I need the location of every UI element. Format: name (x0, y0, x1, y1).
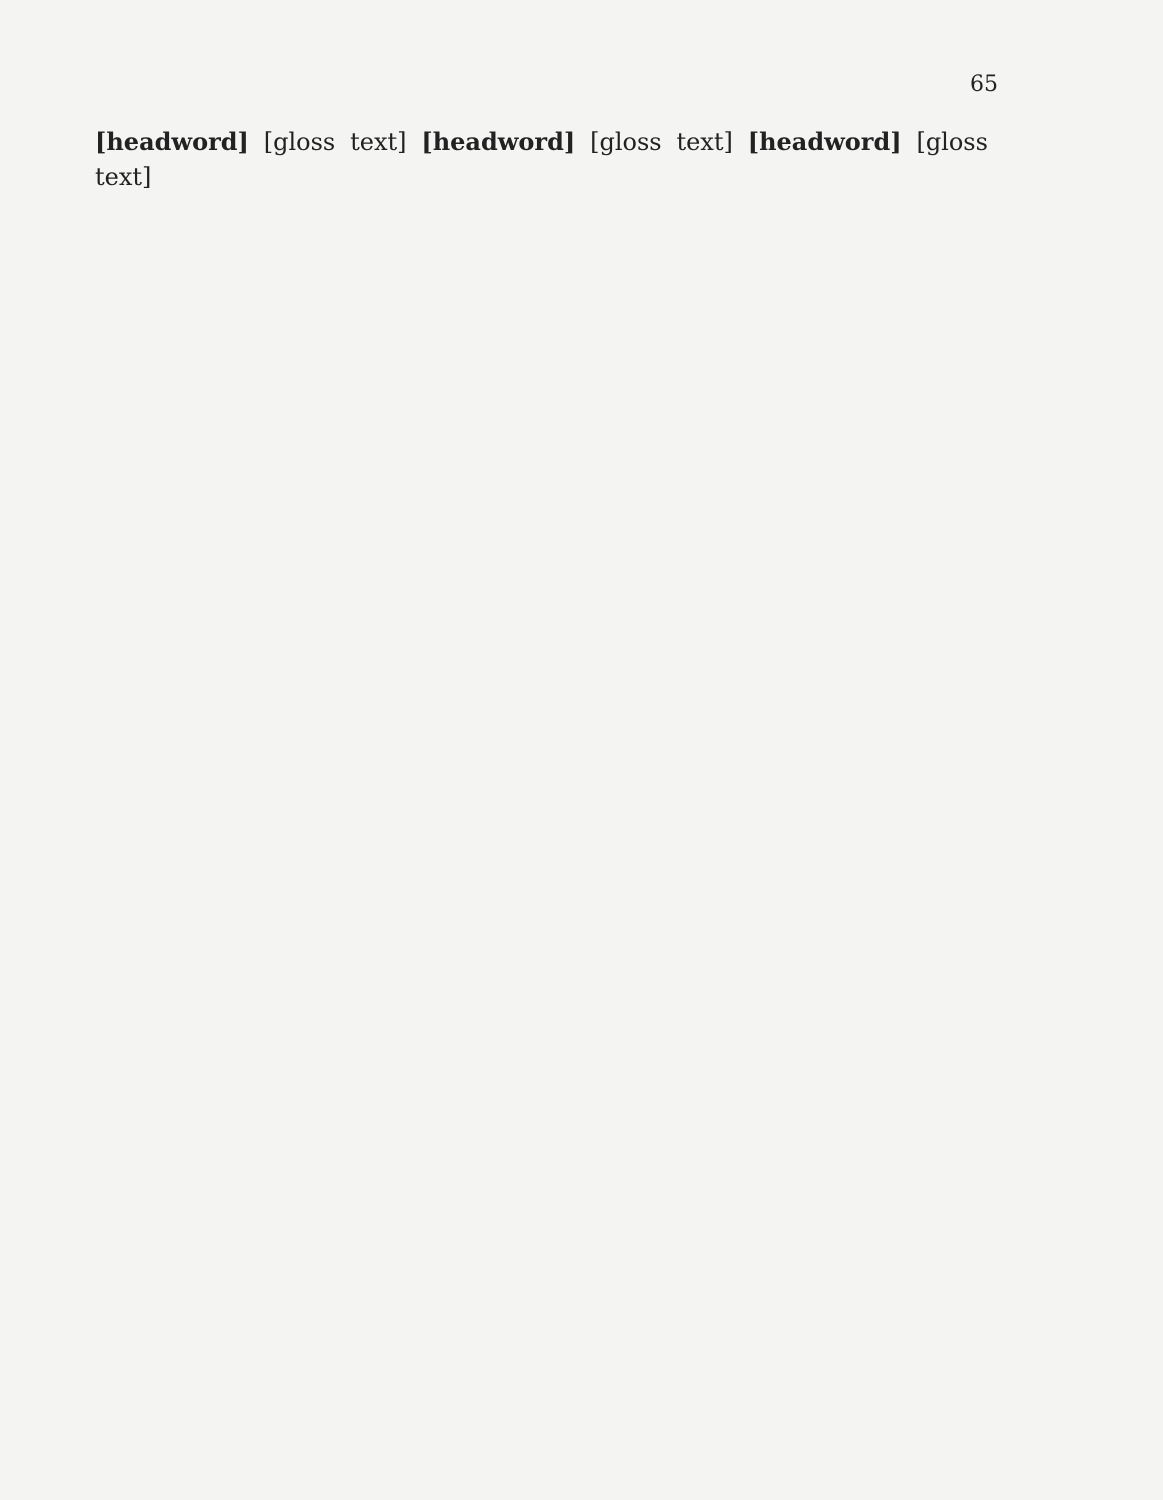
entry (95, 128, 421, 156)
entry-headword: [headword] (95, 127, 249, 156)
entry (421, 128, 747, 156)
glossary-text (95, 125, 988, 194)
entry-headword: [headword] (747, 127, 902, 156)
entry-headword: [headword] (421, 127, 576, 156)
entry-gloss: [gloss text] (263, 128, 407, 156)
page-number: 65 (970, 72, 998, 97)
entry-gloss: [gloss text] (590, 128, 733, 156)
entry-gloss: [gloss text] (95, 128, 988, 191)
